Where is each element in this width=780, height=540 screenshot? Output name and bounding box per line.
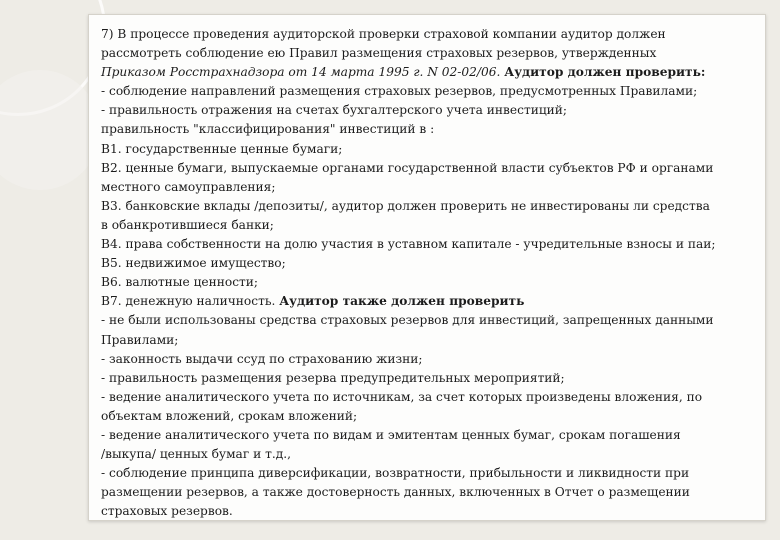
text-line [101, 197, 757, 216]
text-line [101, 63, 757, 82]
text-segment: - соблюдение принципа диверсификации, возвратности, прибыльности и ликвидности при [101, 466, 690, 481]
text-line [101, 369, 757, 388]
text-line [101, 120, 757, 139]
decorative-circle-fill [0, 70, 100, 190]
text-line [101, 350, 757, 369]
text-line [101, 178, 757, 197]
text-line [101, 159, 757, 178]
text-segment: - не были использованы средства страховых резервов для инвестиций, запрещенных данными [101, 313, 714, 328]
text-segment: 7) В процессе проведения аудиторской проверки страховой компании аудитор должен [101, 27, 666, 41]
text-segment: /выкупа/ ценных бумаг и т.д., [101, 447, 291, 462]
text-segment: - законность выдачи ссуд по страхованию жизни; [101, 351, 423, 366]
text-segment: местного самоуправления; [101, 179, 276, 194]
text-segment: в обанкротившиеся банки; [101, 217, 274, 232]
text-segment: Правилами; [101, 332, 179, 347]
text-line [101, 292, 757, 311]
text-line [101, 235, 757, 254]
text-segment: В1. государственные ценные бумаги; [101, 141, 343, 156]
text-line [101, 25, 757, 44]
text-segment: - ведение аналитического учета по видам и эмитентам ценных бумаг, срокам погашения [101, 427, 681, 442]
text-segment: - правильность отражения на счетах бухгалтерского учета инвестиций; [101, 103, 568, 118]
text-segment: - ведение аналитического учета по источникам, за счет которых произведены вложения, по [101, 389, 703, 404]
text-segment: В5. недвижимое имущество; [101, 256, 286, 271]
text-segment: В7. денежную наличность. [101, 294, 280, 309]
text-line [101, 483, 757, 502]
text-line [101, 445, 757, 464]
slide-card [88, 14, 766, 521]
text-segment: рассмотреть соблюдение ею Правил размещения страховых резервов, утвержденных [101, 46, 657, 61]
text-line [101, 254, 757, 273]
text-line [101, 407, 757, 426]
text-segment: В4. права собственности на долю участия в уставном капитале - учредительные взносы и паи; [101, 237, 716, 252]
text-line [101, 101, 757, 120]
slide-text [101, 25, 757, 521]
text-segment: Приказом Росстрахнадзора от 14 марта 1995 г. N 02-02/06. [101, 65, 505, 80]
text-segment: правильность "классифицирования" инвестиций в : [101, 122, 435, 137]
text-segment: Аудитор также должен проверить [279, 294, 525, 309]
text-line [101, 44, 757, 63]
text-segment: - соблюдение направлений размещения страховых резервов, предусмотренных Правилами; [101, 84, 698, 99]
text-segment: размещении резервов, а также достоверность данных, включенных в Отчет о размещении [101, 485, 690, 500]
text-segment: В3. банковские вклады /депозиты/, аудитор должен проверить не инвестированы ли средства [101, 198, 710, 213]
text-line [101, 331, 757, 350]
text-line [101, 140, 757, 159]
text-line [101, 311, 757, 330]
text-line [101, 82, 757, 101]
text-segment: В6. валютные ценности; [101, 275, 259, 290]
text-line [101, 388, 757, 407]
text-line [101, 216, 757, 235]
text-segment: Аудитор должен проверить: [504, 65, 706, 80]
text-line [101, 273, 757, 292]
text-line [101, 502, 757, 521]
text-segment: В2. ценные бумаги, выпускаемые органами государственной власти субъектов РФ и органами [101, 160, 714, 175]
text-line [101, 464, 757, 483]
text-segment: объектам вложений, срокам вложений; [101, 408, 358, 423]
text-segment: - правильность размещения резерва предупредительных мероприятий; [101, 370, 565, 385]
text-segment: страховых резервов. [101, 504, 233, 519]
text-line [101, 426, 757, 445]
